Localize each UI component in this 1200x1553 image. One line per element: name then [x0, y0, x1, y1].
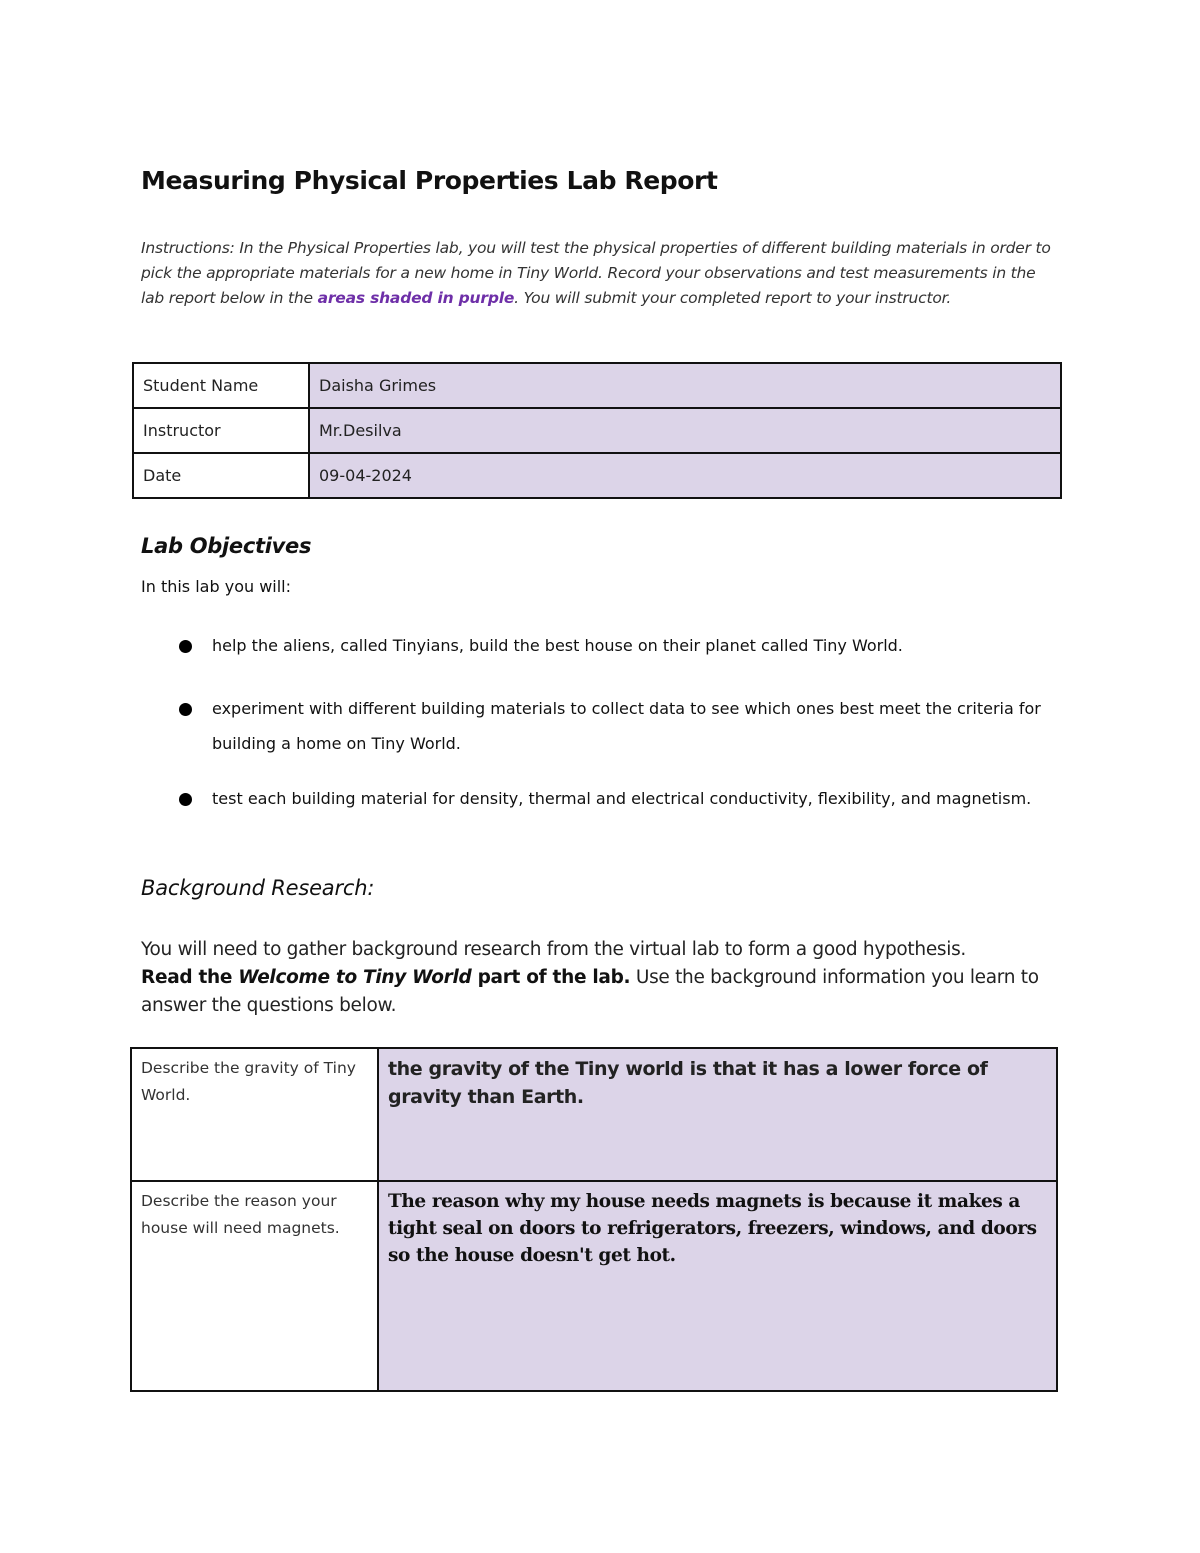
date-label: Date: [133, 453, 309, 498]
gravity-answer: the gravity of the Tiny world is that it has a lower force of gravity than Earth.: [388, 1058, 988, 1108]
objective-text: experiment with different building materials to collect data to see which ones best meet the criteria for building a home on Tiny World.: [212, 699, 1041, 753]
read-prefix: Read the: [141, 967, 239, 988]
student-info-table: [132, 362, 1062, 499]
magnets-question: Describe the reason your house will need magnets.: [131, 1181, 378, 1391]
background-research-paragraph: [141, 936, 1071, 1020]
instructor-label: Instructor: [133, 408, 309, 453]
lab-objectives-heading: Lab Objectives: [141, 534, 312, 558]
instructions-highlight: areas shaded in purple: [317, 289, 515, 307]
table-row: [133, 408, 1061, 453]
objectives-list: [141, 628, 1041, 816]
instructions-paragraph: [141, 236, 1061, 311]
list-item: [141, 691, 1041, 761]
document-title: Measuring Physical Properties Lab Report: [141, 166, 718, 195]
instructions-text: Instructions: In the Physical Properties lab, you will test the physical properties of different building materials in order to pick the appropriate materials for a new home in Tiny World. Record your observations and test measurements in the lab report below in the: [141, 239, 1051, 307]
objective-text: help the aliens, called Tinyians, build the best house on their planet called Tiny World.: [212, 636, 903, 655]
table-row: [131, 1048, 1057, 1181]
list-item: [141, 781, 1041, 816]
background-research-heading: Background Research:: [141, 876, 375, 900]
read-suffix: part of the lab.: [471, 967, 631, 988]
welcome-emphasis: Welcome to Tiny World: [238, 967, 472, 988]
gravity-answer-field[interactable]: [378, 1048, 1057, 1181]
bullet-icon: [179, 703, 192, 716]
table-row: [133, 453, 1061, 498]
table-row: [133, 363, 1061, 408]
lab-objectives-intro: In this lab you will:: [141, 577, 292, 596]
read-instruction: [141, 967, 630, 988]
instructions-text-end: . You will submit your completed report to your instructor.: [514, 289, 952, 307]
magnets-answer-field[interactable]: [378, 1181, 1057, 1391]
student-name-label: Student Name: [133, 363, 309, 408]
objective-text: test each building material for density, thermal and electrical conductivity, flexibility, and magnetism.: [212, 789, 1032, 808]
background-line: You will need to gather background research from the virtual lab to form a good hypothesis.: [141, 939, 966, 960]
table-row: [131, 1181, 1057, 1391]
date-field[interactable]: 09-04-2024: [309, 453, 1061, 498]
gravity-question: Describe the gravity of Tiny World.: [131, 1048, 378, 1181]
background-tail: Use the background information you learn to answer the questions below.: [141, 967, 1039, 1016]
list-item: [141, 628, 1041, 663]
bullet-icon: [179, 793, 192, 806]
instructor-field[interactable]: Mr.Desilva: [309, 408, 1061, 453]
bullet-icon: [179, 640, 192, 653]
student-name-field[interactable]: Daisha Grimes: [309, 363, 1061, 408]
research-questions-table: [130, 1047, 1058, 1392]
magnets-answer: The reason why my house needs magnets is because it makes a tight seal on doors to refrigerators, freezers, windows, and doors so the house doesn't get hot.: [388, 1191, 1037, 1266]
